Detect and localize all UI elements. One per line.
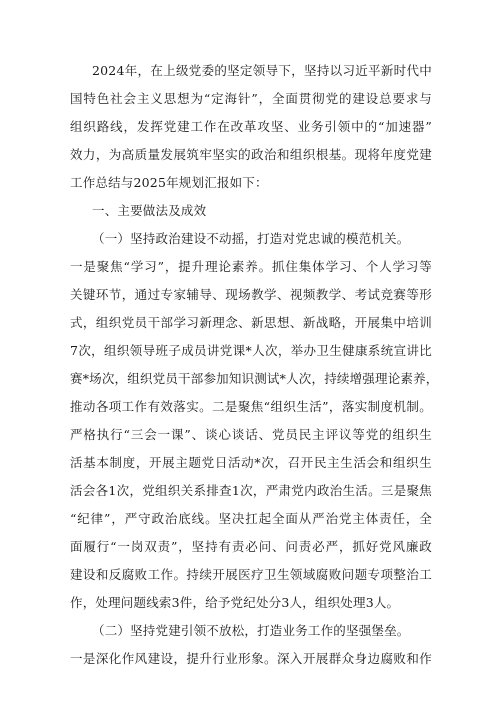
paragraph-line: 式，组织党员干部学习新理念、新思想、新战略，开展集中培训 <box>70 315 432 330</box>
paragraph-line: 推动各项工作有效落实。二是聚焦“组织生活”，落实制度机制。 <box>70 399 432 414</box>
paragraph-line: 2024年，在上级党委的坚定领导下，坚持以习近平新时代中 <box>92 63 432 78</box>
subsection-heading: （二）坚持党建引领不放松，打造业务工作的坚强堡垒。 <box>92 623 410 638</box>
paragraph-line: 作，处理问题线索3件，给予党纪处分3人，组织处理3人。 <box>70 595 400 610</box>
paragraph-line: 组织路线，发挥党建工作在改革攻坚、业务引领中的“加速器” <box>70 119 432 134</box>
paragraph-line: 活会各1次，党组织关系排查1次，严肃党内政治生活。三是聚焦 <box>70 483 432 498</box>
paragraph-line: 赛*场次，组织党员干部参加知识测试*人次，持续增强理论素养， <box>70 371 439 386</box>
paragraph-line: 建设和反腐败工作。持续开展医疗卫生领域腐败问题专项整治工 <box>70 567 432 582</box>
paragraph-line: 效力，为高质量发展筑牢坚实的政治和组织根基。现将年度党建 <box>70 147 432 162</box>
paragraph-line: 严格执行“三会一课”、谈心谈话、党员民主评议等党的组织生 <box>70 427 432 442</box>
paragraph-line: 关键环节，通过专家辅导、现场教学、视频教学、考试竞赛等形 <box>70 287 432 302</box>
paragraph-line: 活基本制度，开展主题党日活动*次，召开民主生活会和组织生 <box>70 455 432 470</box>
paragraph-line: 一是深化作风建设，提升行业形象。深入开展群众身边腐败和作 <box>70 651 432 666</box>
paragraph-line: “纪律”，严守政治底线。坚决扛起全面从严治党主体责任，全 <box>70 511 432 526</box>
paragraph-line: 工作总结与2025年规划汇报如下： <box>70 175 268 190</box>
paragraph-line: 7次，组织领导班子成员讲党课*人次，举办卫生健康系统宣讲比 <box>70 343 432 358</box>
paragraph-line: 一是聚焦“学习”，提升理论素养。抓住集体学习、个人学习等 <box>70 259 432 274</box>
subsection-heading: （一）坚持政治建设不动摇，打造对党忠诚的模范机关。 <box>92 231 410 246</box>
paragraph-line: 面履行“一岗双责”，坚持有责必问、问责必严，抓好党风廉政 <box>70 539 432 554</box>
paragraph-line: 国特色社会主义思想为“定海针”，全面贯彻党的建设总要求与 <box>70 91 432 106</box>
section-heading: 一、主要做法及成效 <box>92 203 207 218</box>
